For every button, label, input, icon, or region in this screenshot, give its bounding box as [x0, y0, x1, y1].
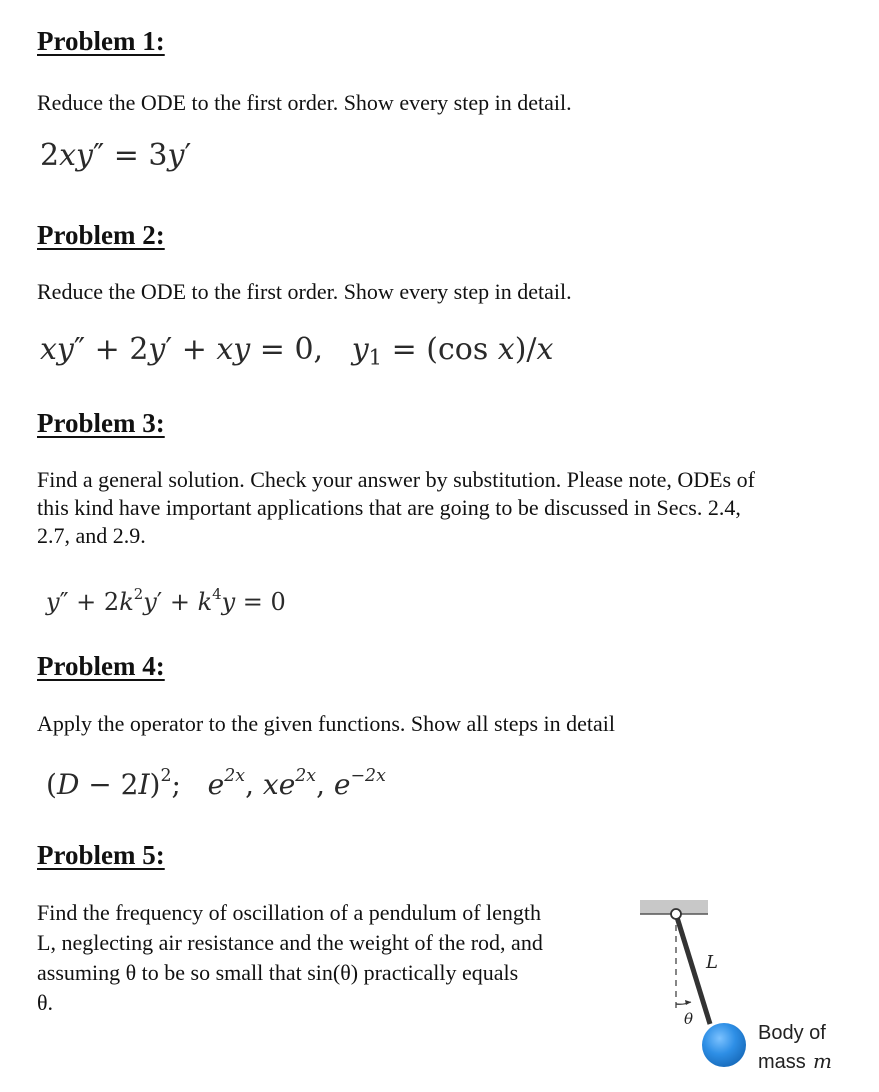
problem-5-title: Problem 5: — [37, 840, 165, 870]
problem-3-text-line: this kind have important applications that are going to be discussed in Secs. 2.4, — [37, 495, 741, 520]
body-label: Body of — [758, 1022, 826, 1044]
problem-5-text-line: L, neglecting air resistance and the weight of the rod, and — [37, 930, 543, 955]
pendulum-figure — [630, 890, 870, 1080]
problem-4-equation: $(D - 2I)^2$; $e^{2x}$, $xe^{2x}$, $e^{-2x}$ — [46, 765, 386, 801]
problem-1-text: Reduce the ODE to the first order. Show every step in detail. — [37, 90, 572, 115]
problem-2-equation: xy″ + 2y′ + xy = 0, $y_1 = (\cos$ x)/x — [40, 332, 554, 370]
problem-5-text-line: θ. — [37, 990, 54, 1015]
problem-5-text-line: Find the frequency of oscillation of a pendulum of length — [37, 900, 542, 925]
mass-label: mass — [758, 1051, 806, 1073]
theta-label: θ — [684, 1010, 694, 1028]
problem-3-text-line: Find a general solution. Check your answer by substitution. Please note, ODEs of — [37, 467, 755, 492]
problem-3-text-line: 2.7, and 2.9. — [37, 523, 146, 548]
problem-1-title: Problem 1: — [37, 26, 165, 56]
problem-1-equation: 2xy″ = 3y′ — [40, 138, 192, 173]
problem-5-text — [37, 898, 543, 1018]
problem-4-title: Problem 4: — [37, 651, 165, 681]
pendulum-rod — [676, 914, 710, 1024]
problem-3-text — [37, 466, 755, 550]
mass-symbol: m — [813, 1049, 832, 1073]
problem-2-title: Problem 2: — [37, 220, 165, 250]
problem-3-title: Problem 3: — [37, 408, 165, 438]
length-label: L — [706, 952, 718, 973]
pivot-point — [671, 909, 681, 919]
problem-2-text: Reduce the ODE to the first order. Show every step in detail. — [37, 279, 572, 304]
pendulum-bob — [702, 1023, 746, 1067]
angle-arrowhead — [685, 1000, 691, 1005]
problem-3-equation: $y'' + 2k^2y' + k^4y = 0$ — [46, 584, 286, 616]
problem-4-text: Apply the operator to the given functions. Show all steps in detail — [37, 711, 616, 736]
problem-5-text-line: assuming θ to be so small that sin(θ) practically equals — [37, 960, 519, 985]
